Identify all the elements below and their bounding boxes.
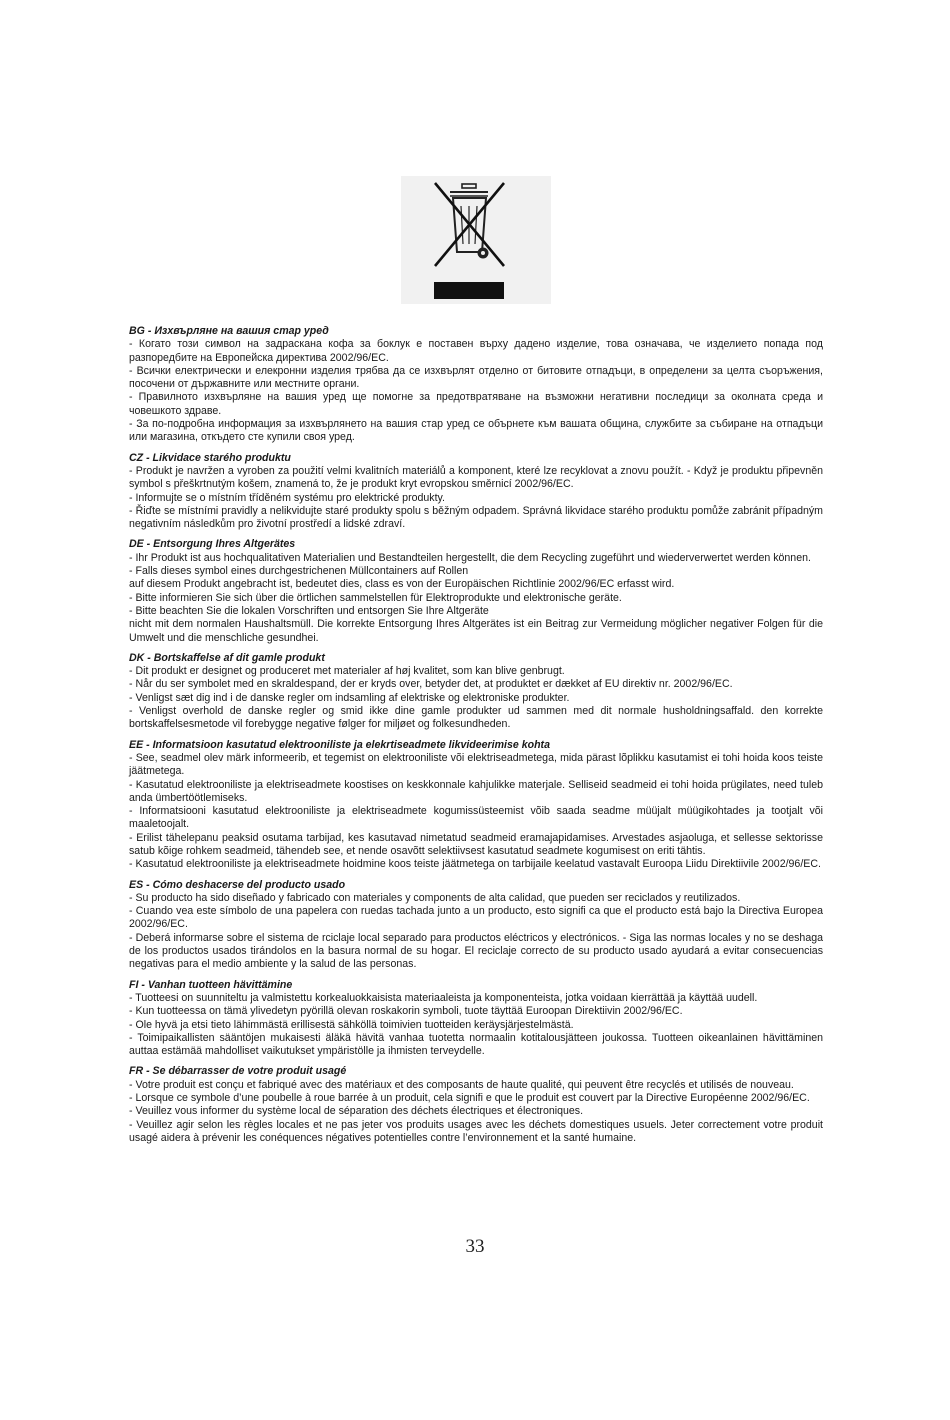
instruction-paragraph: - Bitte beachten Sie die lokalen Vorschriften und entsorgen Sie Ihre Altgeräte (129, 604, 489, 617)
instruction-paragraph: - Ole hyvä ja etsi tieto lähimmästä erillisestä sähköllä toimivien tuotteiden keräysjärjestelmästä. (129, 1018, 574, 1031)
instruction-paragraph: - Kun tuotteessa on tämä ylivedetyn pyörillä olevan roskakorin symboli, tuote täyttää Euroopan Direktiivin 2002/96/EC. (129, 1005, 683, 1018)
instruction-paragraph: - Bitte informieren Sie sich über die örtlichen sammelstellen für Elektroprodukte und elektronische geräte. (129, 591, 622, 604)
section-fr (129, 1065, 823, 1145)
page-number: 33 (465, 1236, 485, 1257)
language-code: EE (129, 738, 144, 751)
language-code: CZ (129, 451, 144, 464)
language-code: DK (129, 651, 145, 664)
section-title: Se débarrasser de votre produit usagé (152, 1065, 347, 1078)
instruction-paragraph: nicht mit dem normalen Haushaltsmüll. Die korrekte Entsorgung Ihres Altgerätes ist ein Beitrag zur Vermeidung möglicher negativer Folgen für die Umwelt und die menschliche gesundhei. (129, 618, 823, 644)
instruction-paragraph: - Informujte se o místním tříděném systému pro elektrické produkty. (129, 491, 445, 504)
instruction-paragraph: - Erilist tähelepanu peaksid osutama tarbijad, kes kasutavad nimetatud seadmeid eramajapidamises. Arvestades asjaoluga, et sellesse sektorisse satub kõige rohkem seadmeid, tähendeb see, et nende osavõtt selektiivsest kasutatud seadmete kogumisest on eriti tähtis. (129, 831, 823, 857)
instruction-paragraph: - Правилното изхвърляне на вашия уред ще помогне за предотвратяване на възможни негативни последици за околната среда и човешкото здраве. (129, 391, 823, 417)
instruction-paragraph: - See, seadmel olev märk informeerib, et tegemist on elektrooniliste või elektriseadmetega, mida pärast lõplikku kasutamist ei tohi hoida koos teiste jäätmetega. (129, 751, 823, 778)
instruction-paragraph: - Votre produit est conçu et fabriqué avec des matériaux et des composants de haute qualité, qui peuvent être recyclés et utilisés de nouveau. (129, 1078, 794, 1091)
section-title: Изхвърляне на вашия стар уред (154, 325, 329, 337)
section-heading: ES - Cómo deshacerse del producto usado (129, 878, 346, 891)
section-title: Vanhan tuotteen hävittämine (147, 978, 293, 991)
section-heading: DE - Entsorgung Ihres Altgerätes (129, 538, 296, 551)
instruction-paragraph: - Řiďte se místními pravidly a nelikvidujte staré produkty spolu s běžným odpadem. Správná likvidace starého produktu pomůže zabránit případným negativním následkům pro životní prostředí a lidské zdraví. (129, 504, 823, 531)
language-code: FI (129, 978, 139, 991)
section-es (129, 879, 823, 972)
instruction-paragraph: - Когато този символ на задраскана кофа за боклук е поставен върху дадено изделие, това означава, че изделието попада под разпоредбите на Европейска директива 2002/96/ЕС. (129, 338, 823, 364)
instruction-paragraph: - Venligst overhold de danske regler og smid ikke dine gamle produkter ud sammen med dit normale husholdningsaffald. den korrekte bortskaffelsesmetode vil forebygge negative følger for miljøet og folkesundheden. (129, 705, 823, 731)
instruction-paragraph: - Kasutatud elektrooniliste ja elektriseadmete koostises on keskkonnale kahjulikke materjale. Selliseid seadmeid ei tohi hoida prügilates, need tuleb anda ümbertöötlemiseks. (129, 778, 823, 804)
section-bg (129, 325, 823, 445)
section-cz (129, 452, 823, 532)
instruction-paragraph: - Cuando vea este símbolo de una papelera con ruedas tachada junto a un producto, esto signifi ca que el producto está bajo la Directiva Europea 2002/96/EC. (129, 905, 823, 931)
section-title: Likvidace starého produktu (152, 451, 291, 464)
section-heading: DK - Bortskaffelse af dit gamle produkt (129, 651, 325, 664)
section-heading: FI - Vanhan tuotteen hävittämine (129, 978, 293, 991)
instruction-paragraph: - Venligst sæt dig ind i de danske regler om indsamling af elektriske og elektroniske produkter. (129, 691, 570, 704)
weee-symbol (401, 176, 551, 304)
instruction-paragraph: - Deberá informarse sobre el sistema de rciclaje local separado para productos eléctricos y electrónicos. - Siga las normas locales y no se deshaga de los productos usados tirándolos en la basura normal de su hogar. El reciclaje correcto de su producto usado ayudará a evitar consecuencias negativas para el medio ambiente y la salud de las personas. (129, 931, 823, 971)
instruction-paragraph: - Produkt je navržen a vyroben za použití velmi kvalitních materiálů a komponent, které lze recyklovat a znovu použít. - Když je produktu připevněn symbol s přeškrtnutým košem, znamená to, že je produkt kryt evropskou směrnicí 2002/96/EC. (129, 464, 823, 491)
instruction-paragraph: - Informatsiooni kasutatud elektrooniliste ja elektriseadmete kogumissüsteemist võib saada seadme müüjalt müügikohtades ja tootjalt või maaletoojalt. (129, 805, 823, 831)
section-dk (129, 652, 823, 732)
section-de (129, 538, 823, 644)
instruction-paragraph: - Dit produkt er designet og produceret met materialer af høj kvalitet, som kan blive genbrugt. (129, 665, 565, 678)
section-heading: EE - Informatsioon kasutatud elektrooniliste ja elekrtiseadmete likvideerimise kohta (129, 738, 550, 751)
section-title: Cómo deshacerse del producto usado (152, 878, 346, 891)
instruction-paragraph: - Tuotteesi on suunniteltu ja valmistettu korkealuokkaisista materiaaleista ja komponenteista, jotka voidaan kierrättää ja käyttää uudell. (129, 991, 758, 1004)
language-code: BG (129, 325, 145, 337)
instruction-paragraph: - Falls dieses symbol eines durchgestrichenen Müllcontainers auf Rollen (129, 565, 469, 578)
section-heading: BG - Изхвърляне на вашия стар уред (129, 325, 329, 337)
language-code: ES (129, 878, 144, 891)
section-title: Bortskaffelse af dit gamle produkt (153, 651, 325, 664)
section-title: Informatsioon kasutatud elektrooniliste ja elekrtiseadmete likvideerimise kohta (152, 738, 550, 751)
section-fi (129, 979, 823, 1059)
instruction-paragraph: - Toimipaikallisten sääntöjen mukaisesti äläkä hävitä vanhaa tuotetta normaalin kotitalousjätteen joukossa. Tuotteen oikeanlainen hävittäminen auttaa estämää mahdolliset vaikutukset ympäristölle ja ihmisten terveydelle. (129, 1031, 823, 1058)
instruction-paragraph: - Veuillez vous informer du système local de séparation des déchets électriques et électroniques. (129, 1105, 584, 1118)
disposal-instructions (129, 325, 823, 1152)
language-code: DE (129, 538, 144, 551)
instruction-paragraph: - Ihr Produkt ist aus hochqualitativen Materialien und Bestandteilen hergestellt, die dem Recycling zugeführt und wiederverwertet werden können. (129, 551, 811, 564)
instruction-paragraph: - Når du ser symbolet med en skraldespand, der er kryds over, betyder det, at produktet er dækket af EU direktiv nr. 2002/96/EC. (129, 678, 733, 691)
section-heading: FR - Se débarrasser de votre produit usagé (129, 1065, 347, 1078)
instruction-paragraph: - Всички електрически и елекронни изделия трябва да се изхвърлят отделно от битовите отпадъци, в определени за целта съоръжения, посочени от държавните или местните органи. (129, 364, 823, 391)
instruction-paragraph: - Lorsque ce symbole d’une poubelle à roue barrée à un produit, cela signifi e que le produit est couvert par la Directive Européenne 2002/96/EC. (129, 1092, 810, 1105)
instruction-paragraph: - Kasutatud elektrooniliste ja elektriseadmete hoidmine koos teiste jäätmetega on tarbijaile keelatud vastavalt Euroopa Liidu Direktiivile 2002/96/EC. (129, 858, 821, 871)
crossed-out-wheelie-bin-icon (401, 176, 551, 304)
section-ee (129, 739, 823, 872)
section-title: Entsorgung Ihres Altgerätes (153, 538, 296, 551)
section-heading: CZ - Likvidace starého produktu (129, 451, 291, 464)
instruction-paragraph: - Su producto ha sido diseñado y fabricado con materiales y components de alta calidad, que pueden ser reciclados y reutilizados. (129, 891, 741, 904)
instruction-paragraph: auf diesem Produkt angebracht ist, bedeutet dies, class es von der Europäischen Richtlinie 2002/96/EC erfasst wird. (129, 578, 675, 591)
instruction-paragraph: - За по-подробна информация за изхвърлянето на вашия стар уред се обърнете към вашата община, службите за събиране на отпадъци или магазина, откъдето сте купили своя уред. (129, 418, 823, 444)
language-code: FR (129, 1065, 144, 1078)
instruction-paragraph: - Veuillez agir selon les règles locales et ne pas jeter vos produits usages avec les déchets domestiques usuels. Jeter correctement votre produit usagé aidera à prévenir les conéquences négatives potentielles contre l’environnement et la santé humaine. (129, 1118, 823, 1144)
